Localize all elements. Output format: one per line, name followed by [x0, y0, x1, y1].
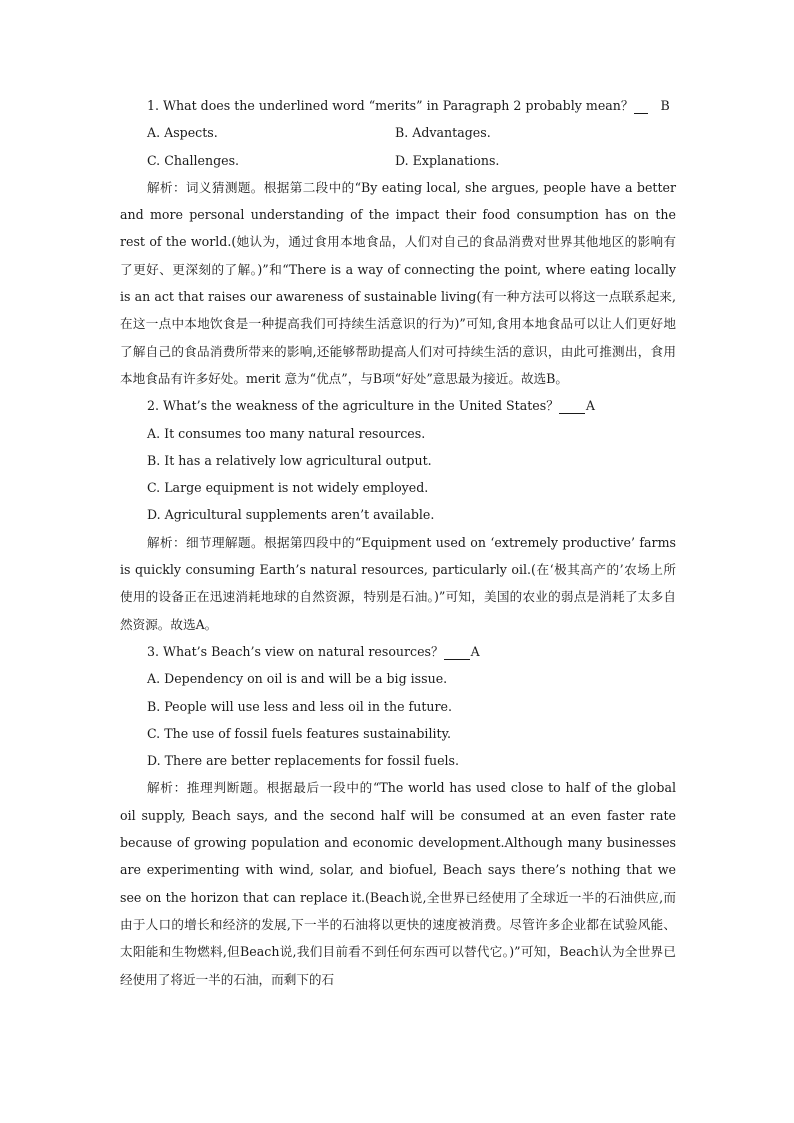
question-2-text: 2. What’s the weakness of the agriculture in the United States？ [147, 398, 559, 414]
question-2-stem [120, 392, 676, 419]
question-3-option-b: B. People will use less and less oil in the future. [147, 698, 452, 714]
question-2-option-d: D. Agricultural supplements aren’t available. [147, 507, 435, 523]
question-1-option-b: B. Advantages. [395, 125, 491, 141]
question-1-analysis: 解析：词义猜测题。根据第二段中的“By eating local, she argues, people have a better and more personal understanding of the impact their food consumption has on the rest of the world.(她认为，通过食用本地食品，人们对自己的食品消费对世界其他地区的影响有了更好、更深刻的了解。)”和“There is a way of connecting the point, where eating locally is an act that raises our awareness of sustainable living(有一种方法可以将这一点联系起来,在这一点中本地饮食是一种提高我们可持续生活意识的行为)”可知,食用本地食品可以让人们更好地了解自己的食品消费所带来的影响,还能够帮助提高人们对可持续生活的意识，由此可推测出，食用本地食品有许多好处。merit 意为“优点”，与B项“好处”意思最为接近。故选B。 [120, 179, 676, 386]
question-2-option-b: B. It has a relatively low agricultural output. [147, 452, 432, 468]
question-2-option-c: C. Large equipment is not widely employed. [147, 480, 429, 496]
question-1-option-d: D. Explanations. [395, 152, 500, 168]
question-2-analysis: 解析：细节理解题。根据第四段中的“Equipment used on ‘extremely productive’ farms is quickly consuming Earth’s natural resources, particularly oil.(在‘极其高产的’农场上所使用的设备正在迅速消耗地球的自然资源，特别是石油。)”可知，美国的农业的弱点是消耗了太多自然资源。故选A。 [120, 534, 676, 632]
question-3-stem [120, 638, 676, 665]
question-1-option-c: C. Challenges. [147, 152, 240, 168]
question-2-option-a: A. It consumes too many natural resources. [147, 425, 426, 441]
question-1-stem [120, 92, 676, 119]
question-1-options-row-1 [120, 119, 676, 146]
question-3-option-c: C. The use of fossil fuels features sustainability. [147, 725, 452, 741]
question-3-text: 3. What’s Beach’s view on natural resources？ [147, 643, 444, 659]
question-1-text: 1. What does the underlined word “merits” in Paragraph 2 probably mean？ [147, 98, 634, 113]
question-1-option-a: A. Aspects. [147, 125, 218, 141]
question-1-answer: B [634, 98, 648, 114]
document-content [120, 92, 676, 993]
question-3-option-d: D. There are better replacements for fossil fuels. [147, 753, 460, 769]
question-1-options-row-2 [120, 147, 676, 174]
question-3-answer: A [444, 644, 470, 660]
question-2-answer: A [559, 398, 585, 414]
question-3-option-a: A. Dependency on oil is and will be a big issue. [147, 671, 448, 687]
question-3-analysis: 解析：推理判断题。根据最后一段中的“The world has used close to half of the global oil supply, Beach says, and the second half will be consumed at an even faster rate because of growing population and economic development.Although many businesses are experimenting with wind, solar, and biofuel, Beach says there’s nothing that we see on the horizon that can replace it.(Beach说,全世界已经使用了全球近一半的石油供应,而由于人口的增长和经济的发展,下一半的石油将以更快的速度被消费。尽管许多企业都在试验风能、太阳能和生物燃料,但Beach说,我们目前看不到任何东西可以替代它。)”可知，Beach认为全世界已经使用了将近一半的石油，而剩下的石 [120, 780, 676, 987]
